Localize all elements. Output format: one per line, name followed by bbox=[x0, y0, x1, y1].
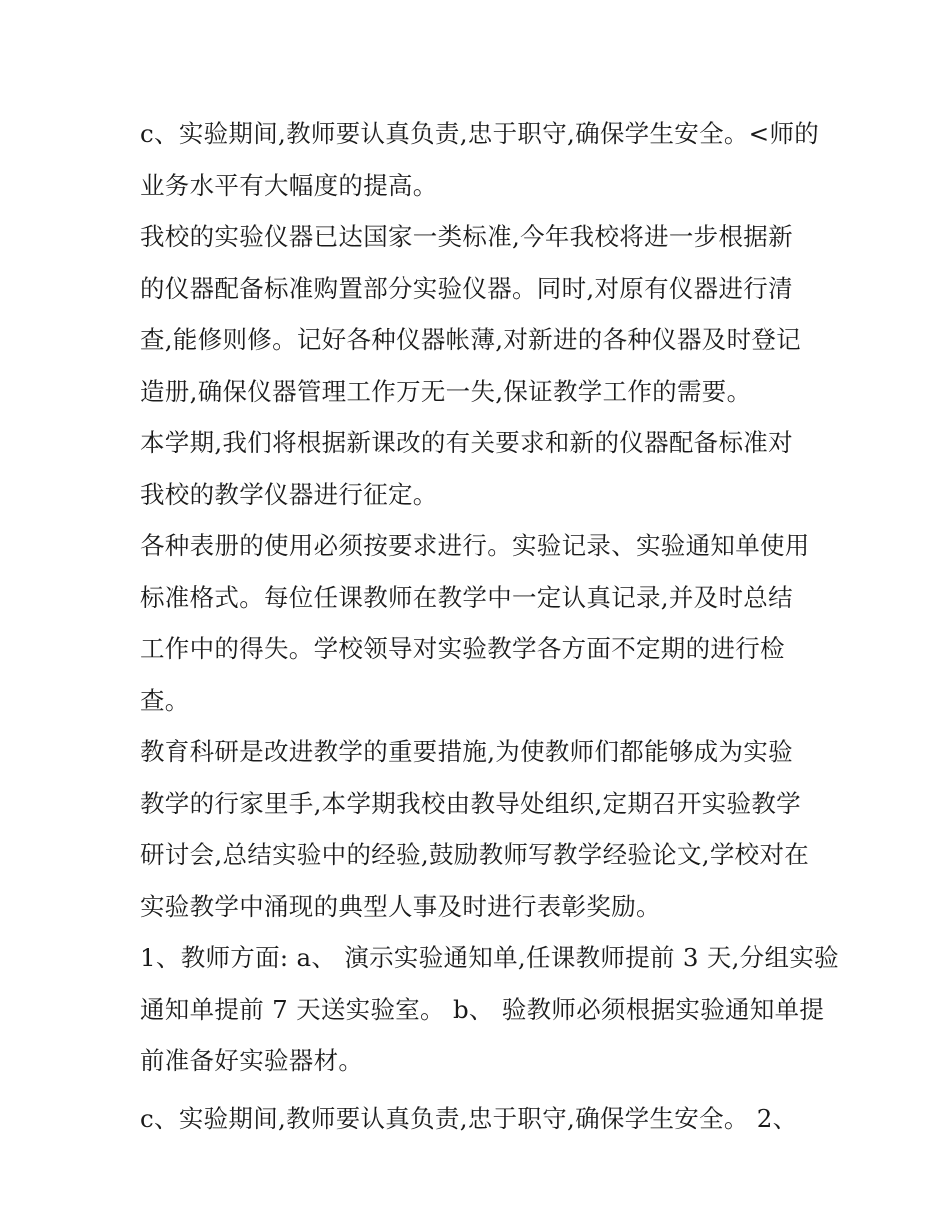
text-line: 业务水平有大幅度的提高。 bbox=[140, 170, 438, 200]
text-line: 1、教师方面: a、 演示实验通知单,任课教师提前 3 天,分组实验 bbox=[140, 943, 839, 972]
document-page bbox=[140, 108, 839, 1144]
paragraph-5 bbox=[140, 726, 820, 932]
text-line: 查,能修则修。记好各种仪器帐薄,对新进的各种仪器及时登记 bbox=[140, 325, 801, 354]
text-line: c、实验期间,教师要认真负责,忠于职守,确保学生安全。<师的 bbox=[140, 119, 820, 148]
text-line: 我校的教学仪器进行征定。 bbox=[140, 479, 438, 509]
text-line: 查。 bbox=[140, 685, 190, 715]
paragraph-6 bbox=[140, 932, 839, 1087]
text-line: 的仪器配备标准购置部分实验仪器。同时,对原有仪器进行清 bbox=[140, 273, 793, 303]
paragraph-1 bbox=[140, 108, 820, 211]
text-line: 造册,确保仪器管理工作万无一失,保证教学工作的需要。 bbox=[140, 376, 752, 406]
text-line: 实验教学中涌现的典型人事及时进行表彰奖励。 bbox=[140, 891, 661, 921]
text-line: 教学的行家里手,本学期我校由教导处组织,定期召开实验教学 bbox=[140, 788, 801, 818]
paragraph-4 bbox=[140, 520, 820, 726]
text-line: 研讨会,总结实验中的经验,鼓励教师写教学经验论文,学校对在 bbox=[140, 840, 810, 869]
text-line: 各种表册的使用必须按要求进行。实验记录、实验通知单使用 bbox=[140, 531, 810, 560]
text-line: 通知单提前 7 天送实验室。 b、 验教师必须根据实验通知单提 bbox=[140, 994, 825, 1024]
text-line: 前准备好实验器材。 bbox=[140, 1046, 364, 1075]
paragraph-3 bbox=[140, 417, 820, 520]
text-line: 标准格式。每位任课教师在教学中一定认真记录,并及时总结 bbox=[140, 582, 793, 612]
text-line: 本学期,我们将根据新课改的有关要求和新的仪器配备标准对 bbox=[140, 428, 793, 457]
text-line: 工作中的得失。学校领导对实验教学各方面不定期的进行检 bbox=[140, 634, 785, 663]
text-line: 我校的实验仪器已达国家一类标准,今年我校将进一步根据新 bbox=[140, 222, 793, 251]
paragraph-7 bbox=[140, 1093, 820, 1145]
text-line: c、实验期间,教师要认真负责,忠于职守,确保学生安全。 2、 bbox=[140, 1103, 798, 1133]
paragraph-2 bbox=[140, 211, 820, 417]
text-line: 教育科研是改进教学的重要措施,为使教师们都能够成为实验 bbox=[140, 737, 793, 766]
